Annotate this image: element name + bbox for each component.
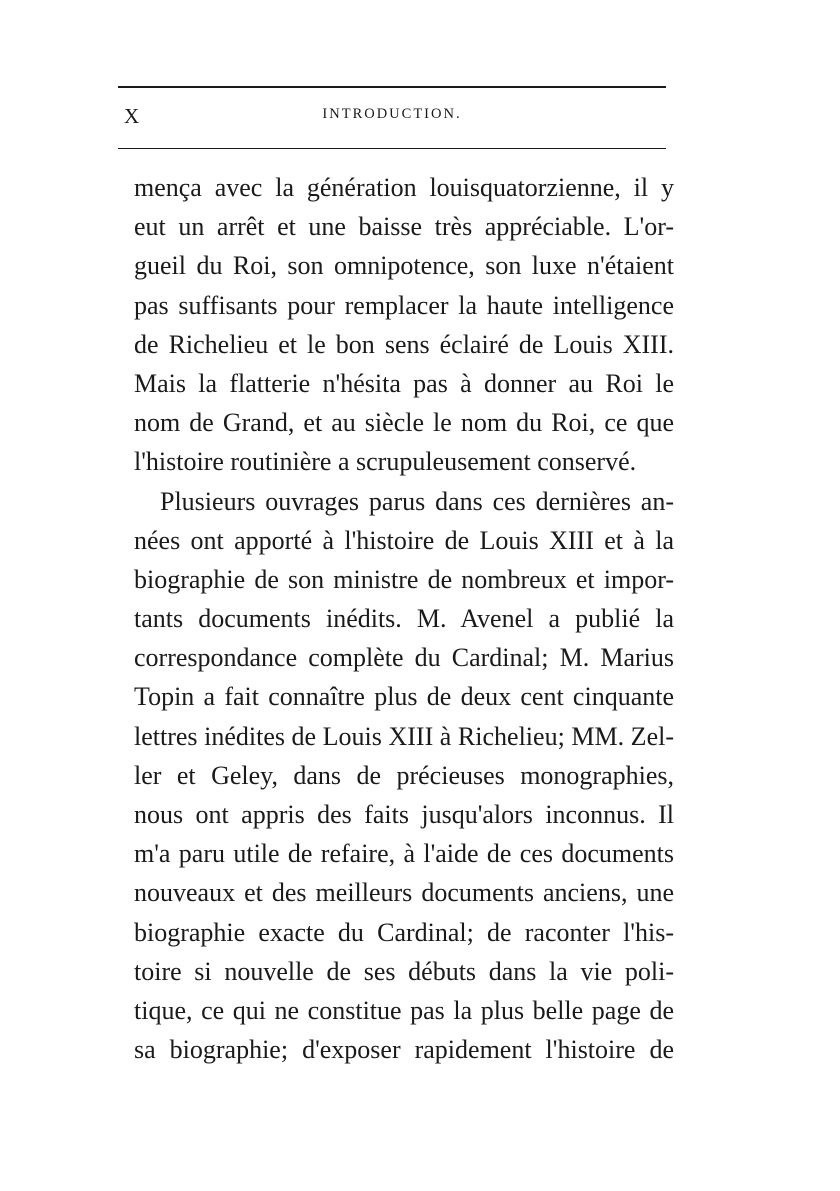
paragraph-2: [134, 482, 674, 1070]
text-line: nous ont appris des faits jusqu'alors inconnus. Il: [134, 800, 674, 829]
text-line: Topin a fait connaître plus de deux cent cinquante: [134, 682, 674, 712]
text-line: eut un arrêt et une baisse très appréciable. L'or-: [134, 212, 674, 242]
text-line: sa biographie; d'exposer rapidement l'histoire de: [134, 1035, 674, 1065]
text-line: mença avec la génération louisquatorzienne, il y: [134, 173, 674, 202]
running-title: INTRODUCTION.: [322, 106, 462, 122]
text-line: de Richelieu et le bon sens éclairé de Louis XIII.: [134, 329, 674, 359]
text-line: tique, ce qui ne constitue pas la plus belle page de: [134, 995, 674, 1025]
text-line: toire si nouvelle de ses débuts dans la vie poli-: [134, 956, 674, 986]
paragraph-1: [134, 168, 674, 482]
text-line: biographie exacte du Cardinal; de raconter l'his-: [134, 917, 674, 947]
text-line: gueil du Roi, son omnipotence, son luxe n'étaient: [134, 251, 674, 281]
text-line: nouveaux et des meilleurs documents anciens, une: [134, 878, 674, 908]
text-line: pas suffisants pour remplacer la haute intelligence: [134, 290, 674, 320]
text-line: m'a paru utile de refaire, à l'aide de ces documents: [134, 839, 674, 869]
text-line: correspondance complète du Cardinal; M. Marius: [134, 643, 674, 673]
text-line: tants documents inédits. M. Avenel a publié la: [134, 604, 674, 634]
text-line: Plusieurs ouvrages parus dans ces dernières an-: [160, 486, 674, 516]
text-line: ler et Geley, dans de précieuses monographies,: [134, 760, 674, 790]
text-line: Mais la flatterie n'hésita pas à donner au Roi le: [134, 368, 674, 398]
page-number: X: [124, 104, 141, 128]
text-line: lettres inédites de Louis XIII à Richelieu; MM. Zel-: [134, 721, 674, 751]
header-bottom-rule: [118, 148, 666, 149]
text-line: biographie de son ministre de nombreux et impor-: [134, 564, 674, 594]
running-header: [118, 104, 666, 130]
body-text: [134, 168, 674, 1069]
text-line: l'histoire routinière a scrupuleusement conservé.: [134, 447, 637, 477]
text-line: nom de Grand, et au siècle le nom du Roi, ce que: [134, 408, 674, 438]
text-line: nées ont apporté à l'histoire de Louis XIII et à la: [134, 525, 674, 555]
header-top-rule: [118, 86, 666, 88]
